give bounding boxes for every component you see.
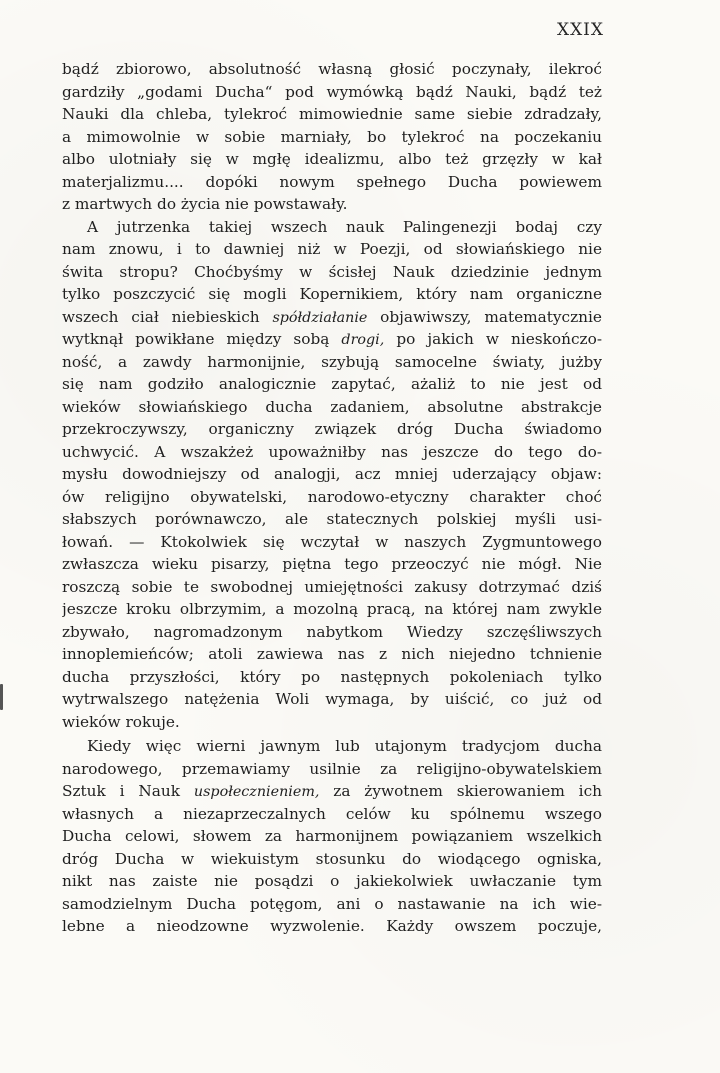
text-line: roszczą sobie te swobodnej umiejętności zakusy dotrzymać dziś — [62, 577, 602, 596]
text-line-part: objawiwszy, matematycznie — [367, 307, 602, 326]
text-line: wytrwalszego natężenia Woli wymaga, by uiścić, co już od — [62, 690, 602, 708]
text-line: tylko poszczycić się mogli Kopernikiem, który nam organiczne — [62, 285, 602, 303]
text-line: mysłu dowodniejszy od analogji, acz mniej uderzający objaw: — [62, 465, 602, 483]
text-line: ducha przyszłości, który po następnych pokoleniach tylko — [62, 667, 602, 686]
text-line: świta stropu? Choćbyśmy w ścisłej Nauk dziedzinie jednym — [62, 262, 602, 281]
text-line — [62, 306, 602, 329]
text-line: jeszcze kroku olbrzymim, a mozolną pracą, na której nam zwykle — [62, 600, 602, 618]
text-line: dróg Ducha w wiekuistym stosunku do wiodącego ogniska, — [62, 849, 602, 868]
text-line: wieków rokuje. — [62, 712, 180, 731]
text-line: materjalizmu.... dopóki nowym spełnego Ducha powiewem — [62, 172, 602, 191]
paragraph-1 — [62, 58, 602, 216]
text-line: a mimowolnie w sobie marniały, bo tylekroć na poczekaniu — [62, 127, 602, 146]
text-line: samodzielnym Ducha potęgom, ani o nastawanie na ich wie- — [62, 894, 602, 913]
text-line: łowań. — Ktokolwiek się wczytał w naszych Zygmuntowego — [62, 532, 602, 551]
text-line: ów religijno obywatelski, narodowo-etyczny charakter choć — [62, 487, 602, 506]
text-line: zwłaszcza wieku pisarzy, piętna tego przeoczyć nie mógł. Nie — [62, 555, 602, 573]
text-line: nam znowu, i to dawniej niż w Poezji, od słowiańskiego nie — [62, 240, 602, 258]
text-line: przekroczywszy, organiczny związek dróg Ducha świadomo — [62, 420, 602, 438]
text-line: Nauki dla chleba, tylekroć mimowiednie same siebie zdradzały, — [62, 105, 602, 123]
paragraph-3 — [62, 735, 602, 938]
italic-term: spółdziałanie — [272, 309, 368, 326]
paragraph-2 — [62, 216, 602, 734]
text-line: Kiedy więc wierni jawnym lub utajonym tradycjom ducha — [87, 737, 602, 755]
italic-term: drogi, — [341, 332, 385, 348]
text-line: lebne a nieodzowne wyzwolenie. Każdy owszem poczuje, — [62, 917, 602, 935]
text-line-part: za żywotnem skierowaniem ich — [319, 782, 602, 800]
text-line: bądź zbiorowo, absolutność własną głosić poczynały, ilekroć — [62, 60, 602, 78]
text-line: słabszych porównawczo, ale statecznych polskiej myśli usi- — [62, 510, 602, 528]
text-line-part: po jakich w nieskończo- — [384, 330, 602, 348]
margin-mark — [0, 684, 3, 710]
text-line: albo ulotniały się w mgłę idealizmu, albo też grzęzły w kał — [62, 150, 602, 168]
text-line: gardziły „godami Ducha“ pod wymówką bądź Nauki, bądź też — [62, 82, 602, 101]
text-line: wieków słowiańskiego ducha zadaniem, absolutne abstrakcje — [62, 397, 602, 416]
text-line: się nam godziło analogicznie zapytać, ażaliż to nie jest od — [62, 375, 602, 393]
text-line: zbywało, nagromadzonym nabytkom Wiedzy szczęśliwszych — [62, 622, 602, 641]
text-line: Ducha celowi, słowem za harmonijnem powiązaniem wszelkich — [62, 827, 602, 845]
italic-term: uspołecznieniem, — [193, 784, 320, 800]
text-line: narodowego, przemawiamy usilnie za religijno-obywatelskiem — [62, 759, 602, 778]
text-line-part: wszech ciał niebieskich — [62, 307, 273, 326]
text-line: z martwych do życia nie powstawały. — [62, 195, 348, 213]
text-line: innoplemieńców; atoli zawiewa nas z nich niejedno tchnienie — [62, 645, 602, 663]
body-text — [62, 58, 602, 938]
page-number: XXIX — [556, 20, 604, 40]
text-line: własnych a niezaprzeczalnych celów ku spólnemu wszego — [62, 804, 602, 823]
text-line: ność, a zawdy harmonijnie, szybują samocelne światy, jużby — [62, 352, 602, 371]
text-line — [62, 780, 602, 803]
text-line-part: Sztuk i Nauk — [62, 782, 194, 800]
text-line: A jutrzenka takiej wszech nauk Palingenezji bodaj czy — [87, 217, 602, 236]
text-line — [62, 328, 602, 351]
text-line: uchwycić. A wszakżeż upoważniłby nas jeszcze do tego do- — [62, 442, 602, 461]
text-line-part: wytknął powikłane między sobą — [62, 330, 342, 348]
text-line: nikt nas zaiste nie posądzi o jakiekolwiek uwłaczanie tym — [62, 872, 602, 890]
